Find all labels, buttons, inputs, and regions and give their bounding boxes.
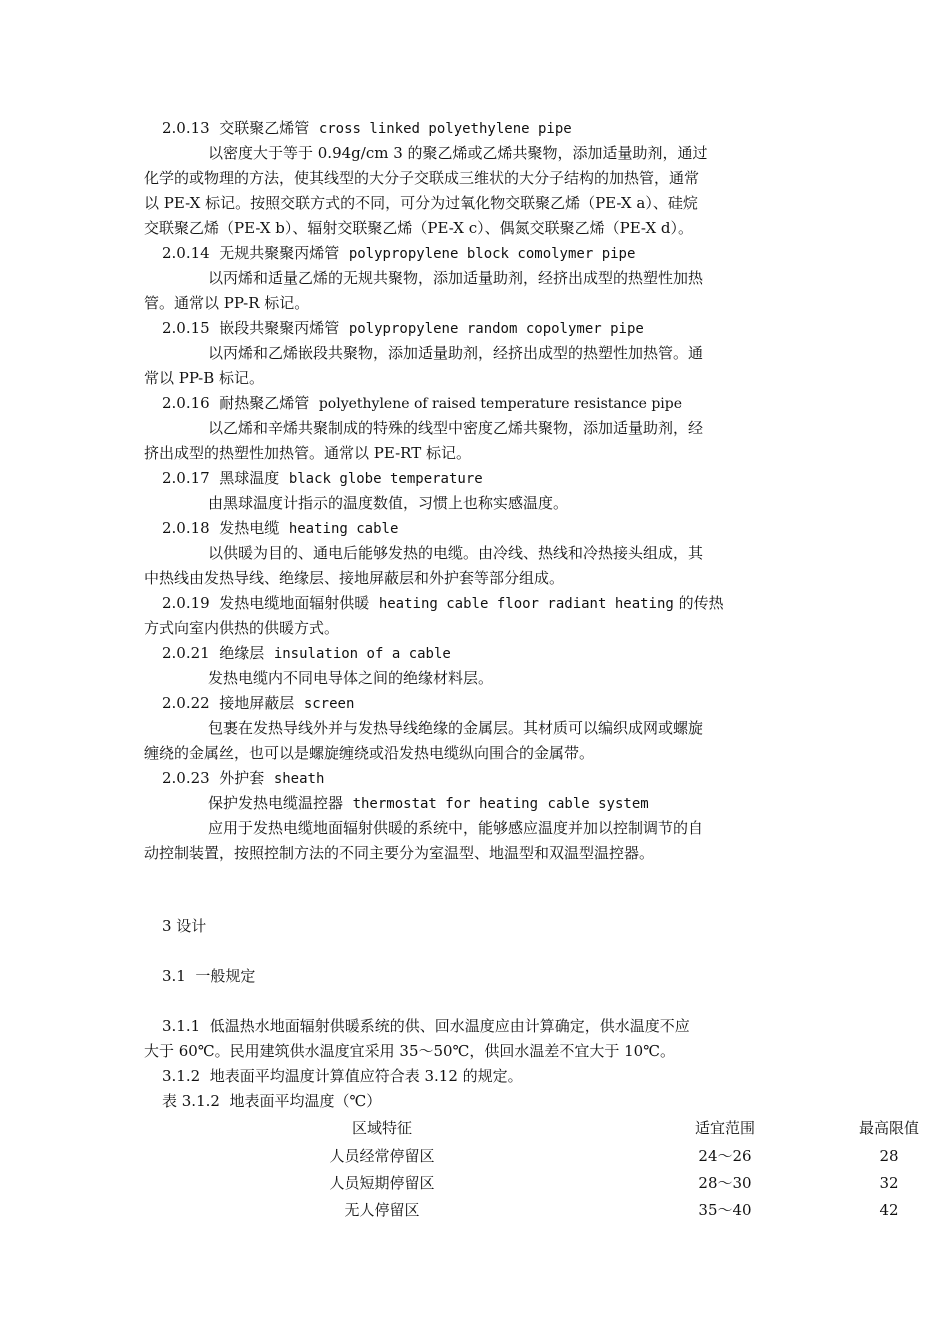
def-term-en: screen xyxy=(303,696,355,712)
clause-number: 3.1.1 xyxy=(162,1017,201,1035)
def-body-line: 以 PE-X 标记。按照交联方式的不同，可分为过氧化物交联聚乙烯（PE-X a）、硅烷 xyxy=(144,194,698,212)
cell-text: 28～30 xyxy=(698,1174,752,1192)
def-heading xyxy=(162,692,354,714)
def-number: 2.0.23 xyxy=(162,769,210,787)
clause-text: 低温热水地面辐射供暖系统的供、回水温度应由计算确定，供水温度不应 xyxy=(209,1017,690,1035)
def-term-en: polypropylene random copolymer pipe xyxy=(348,321,644,337)
thermostat-heading xyxy=(208,792,649,814)
clause-text: 地表面平均温度计算值应符合表 3.12 的规定。 xyxy=(209,1067,523,1085)
def-term-en: polyethylene of raised temperature resistance pipe xyxy=(318,396,683,412)
def-heading xyxy=(162,642,451,664)
thermostat-body-line: 动控制装置，按照控制方法的不同主要分为室温型、地温型和双温型温控器。 xyxy=(144,844,655,862)
def-term-en: insulation of a cable xyxy=(273,646,451,662)
def-body-line: 挤出成型的热塑性加热管。通常以 PE-RT 标记。 xyxy=(144,444,471,462)
def-body-line: 化学的或物理的方法，使其线型的大分子交联成三维状的大分子结构的加热管，通常 xyxy=(144,169,700,187)
cell-text: 32 xyxy=(879,1174,899,1192)
cell-text: 人员经常停留区 xyxy=(329,1147,435,1165)
table-caption xyxy=(162,1090,381,1112)
def-heading xyxy=(162,517,398,539)
def-body-line: 缠绕的金属丝，也可以是螺旋缠绕或沿发热电缆纵向围合的金属带。 xyxy=(144,744,595,762)
def-term-zh: 嵌段共聚聚丙烯管 xyxy=(219,319,340,337)
def-term-zh: 绝缘层 xyxy=(219,644,265,662)
header-text: 适宜范围 xyxy=(694,1119,756,1137)
def-body-line: 方式向室内供热的供暖方式。 xyxy=(144,619,340,637)
def-term-zh: 外护套 xyxy=(219,769,265,787)
clause-heading xyxy=(162,1065,523,1087)
cell-text: 28 xyxy=(879,1147,899,1165)
cell-text: 42 xyxy=(879,1201,899,1219)
def-term-en: cross linked polyethylene pipe xyxy=(318,121,572,137)
header-text: 区域特征 xyxy=(351,1119,413,1137)
cell-text: 人员短期停留区 xyxy=(329,1174,435,1192)
section-name: 一般规定 xyxy=(195,967,256,985)
def-term-zh: 发热电缆地面辐射供暖 xyxy=(219,594,370,612)
def-text-tail: 的传热 xyxy=(678,594,724,612)
clause-body-line: 大于 60℃。民用建筑供水温度宜采用 35～50℃，供回水温差不宜大于 10℃。 xyxy=(144,1042,675,1060)
def-body-line: 以密度大于等于 0.94g/cm 3 的聚乙烯或乙烯共聚物，添加适量助剂，通过 xyxy=(208,144,708,162)
def-term-en: heating cable xyxy=(288,521,399,537)
cell-text: 无人停留区 xyxy=(344,1201,420,1219)
def-number: 2.0.18 xyxy=(162,519,210,537)
section-title xyxy=(162,965,255,987)
def-body-line: 以供暖为目的、通电后能够发热的电缆。由冷线、热线和冷热接头组成，其 xyxy=(208,544,704,562)
def-number: 2.0.17 xyxy=(162,469,210,487)
def-term-zh: 耐热聚乙烯管 xyxy=(219,394,310,412)
def-term-en: heating cable floor radiant heating xyxy=(378,596,674,612)
def-number: 2.0.14 xyxy=(162,244,210,262)
header-text: 最高限值 xyxy=(858,1119,920,1137)
def-term-zh: 保护发热电缆温控器 xyxy=(208,794,344,812)
clause-heading xyxy=(162,1015,690,1037)
def-heading xyxy=(162,467,483,489)
def-term-zh: 发热电缆 xyxy=(219,519,280,537)
def-body-line: 以丙烯和适量乙烯的无规共聚物，添加适量助剂，经挤出成型的热塑性加热 xyxy=(208,269,704,287)
def-body-line: 以乙烯和辛烯共聚制成的特殊的线型中密度乙烯共聚物，添加适量助剂，经 xyxy=(208,419,704,437)
def-number: 2.0.16 xyxy=(162,394,210,412)
def-body-line: 发热电缆内不同电导体之间的绝缘材料层。 xyxy=(208,669,494,687)
def-term-en: sheath xyxy=(273,771,325,787)
def-number: 2.0.15 xyxy=(162,319,210,337)
thermostat-body-line: 应用于发热电缆地面辐射供暖的系统中，能够感应温度并加以控制调节的自 xyxy=(208,819,704,837)
cell-text: 24～26 xyxy=(698,1147,752,1165)
def-heading xyxy=(162,242,635,264)
def-term-en: thermostat for heating xyxy=(352,796,538,812)
def-term-zh: 接地屏蔽层 xyxy=(219,694,295,712)
def-body-line: 以丙烯和乙烯嵌段共聚物，添加适量助剂，经挤出成型的热塑性加热管。通 xyxy=(208,344,704,362)
def-body-line: 包裹在发热导线外并与发热导线绝缘的金属层。其材质可以编织成网或螺旋 xyxy=(208,719,704,737)
def-body-line: 交联聚乙烯（PE-X b）、辐射交联聚乙烯（PE-X c）、偶氮交联聚乙烯（PE-X d）。 xyxy=(144,219,694,237)
def-term-zh: 交联聚乙烯管 xyxy=(219,119,310,137)
def-term-zh: 无规共聚聚丙烯管 xyxy=(219,244,340,262)
def-number: 2.0.13 xyxy=(162,119,210,137)
def-term-en: polypropylene block comolymer pipe xyxy=(348,246,636,262)
def-body-line: 由黑球温度计指示的温度数值，习惯上也称实感温度。 xyxy=(208,494,569,512)
def-number: 2.0.22 xyxy=(162,694,210,712)
def-body-line: 中热线由发热导线、绝缘层、接地屏蔽层和外护套等部分组成。 xyxy=(144,569,565,587)
def-heading xyxy=(162,767,324,789)
table-title: 地表面平均温度（℃） xyxy=(229,1092,382,1110)
def-body-line: 管。通常以 PP-R 标记。 xyxy=(144,294,310,312)
def-heading xyxy=(162,392,682,414)
section-number: 3.1 xyxy=(162,967,186,985)
def-term-en: cable system xyxy=(547,796,649,812)
def-number: 2.0.21 xyxy=(162,644,210,662)
def-term-zh: 黑球温度 xyxy=(219,469,280,487)
cell-text: 35～40 xyxy=(698,1201,752,1219)
def-body-line: 常以 PP-B 标记。 xyxy=(144,369,264,387)
def-heading xyxy=(162,592,724,614)
table-number: 表 3.1.2 xyxy=(162,1092,220,1110)
def-heading xyxy=(162,117,572,139)
def-heading xyxy=(162,317,644,339)
clause-number: 3.1.2 xyxy=(162,1067,201,1085)
chapter-title: 3 设计 xyxy=(162,917,207,935)
def-term-en: black globe temperature xyxy=(288,471,483,487)
def-number: 2.0.19 xyxy=(162,594,210,612)
